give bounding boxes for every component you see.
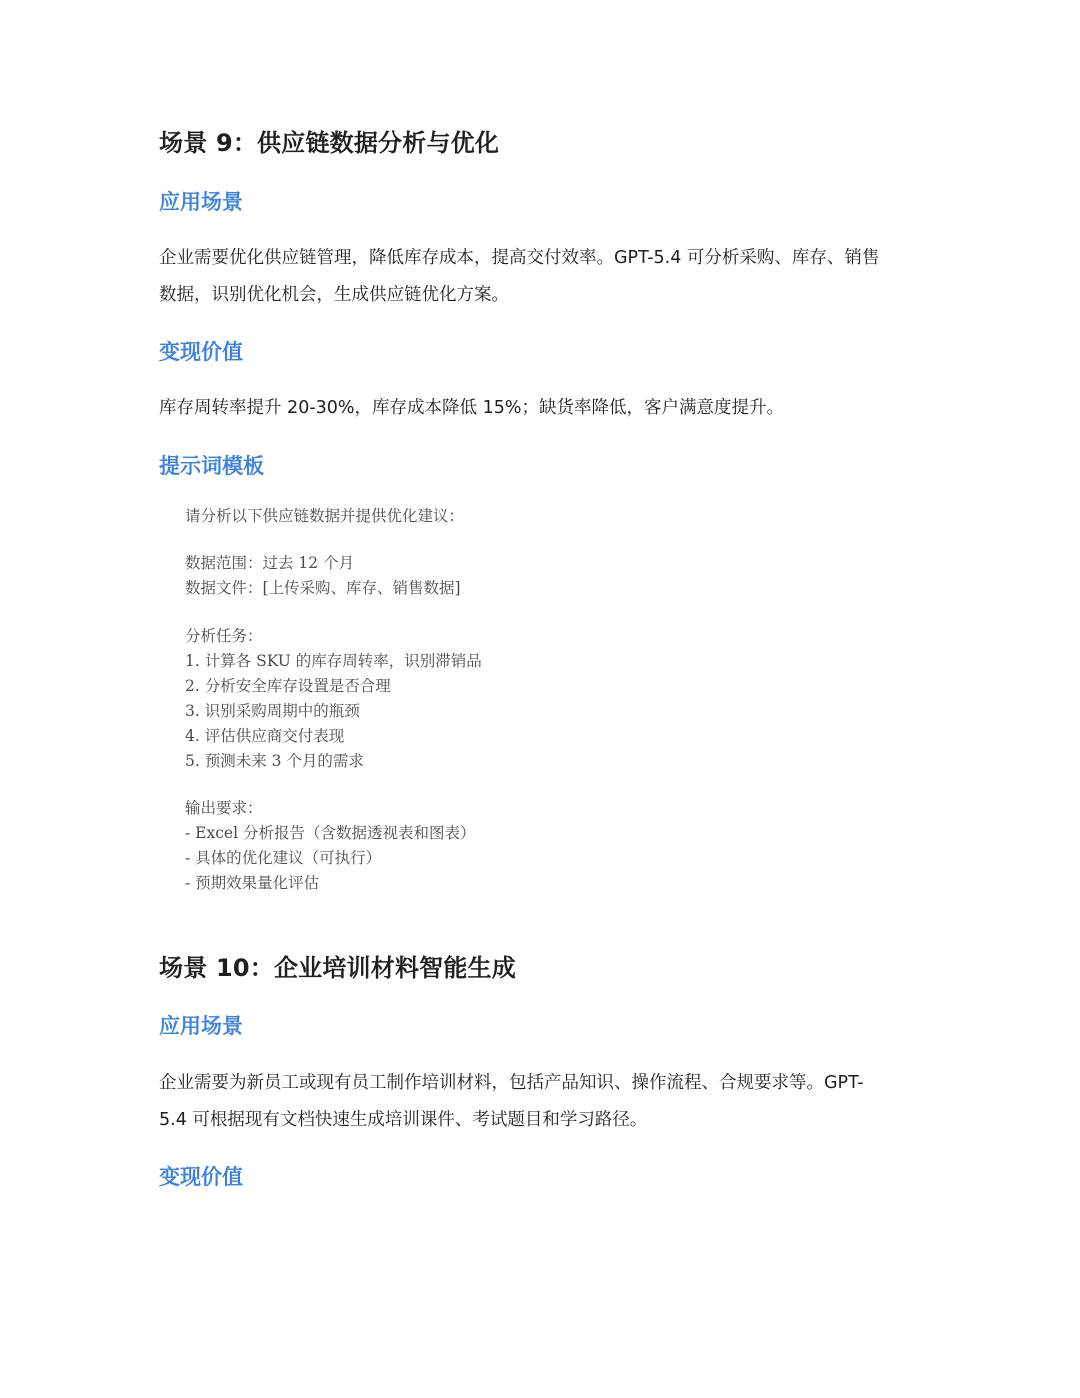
prompt-line: 输出要求：	[185, 799, 263, 817]
section-10-scenario-line-1: 企业需要为新员工或现有员工制作培训材料，包括产品知识、操作流程、合规要求等。GPT-	[159, 1073, 864, 1093]
section-9-scenario-line-2: 数据，识别优化机会，生成供应链优化方案。	[159, 285, 509, 305]
section-9-scenario-line-1: 企业需要优化供应链管理，降低库存成本，提高交付效率。GPT-5.4 可分析采购、库存、销售	[159, 248, 880, 268]
section-10-title: 场景 10：企业培训材料智能生成	[159, 954, 516, 982]
prompt-line: - Excel 分析报告（含数据透视表和图表）	[185, 824, 476, 842]
section-9-scenario-heading: 应用场景	[159, 190, 243, 214]
prompt-line: 3. 识别采购周期中的瓶颈	[185, 702, 360, 720]
prompt-line: 分析任务：	[185, 627, 263, 645]
prompt-line: - 具体的优化建议（可执行）	[185, 849, 382, 867]
prompt-line: 请分析以下供应链数据并提供优化建议：	[185, 507, 465, 525]
section-10-value-heading: 变现价值	[159, 1165, 243, 1189]
section-10-scenario-heading: 应用场景	[159, 1014, 243, 1038]
prompt-line: 1. 计算各 SKU 的库存周转率，识别滞销品	[185, 652, 482, 670]
section-9-value-text: 库存周转率提升 20-30%，库存成本降低 15%；缺货率降低，客户满意度提升。	[159, 398, 784, 418]
section-9-title: 场景 9：供应链数据分析与优化	[159, 129, 500, 157]
prompt-line: 数据范围：过去 12 个月	[185, 554, 355, 572]
prompt-line: 2. 分析安全库存设置是否合理	[185, 677, 391, 695]
section-10-scenario-line-2: 5.4 可根据现有文档快速生成培训课件、考试题目和学习路径。	[159, 1110, 648, 1130]
prompt-line: 4. 评估供应商交付表现	[185, 727, 345, 745]
prompt-line: - 预期效果量化评估	[185, 874, 320, 892]
section-9-value-heading: 变现价值	[159, 340, 243, 364]
prompt-line: 5. 预测未来 3 个月的需求	[185, 752, 364, 770]
section-9-prompt-heading: 提示词模板	[159, 454, 264, 478]
prompt-line: 数据文件：[上传采购、库存、销售数据]	[185, 579, 461, 597]
